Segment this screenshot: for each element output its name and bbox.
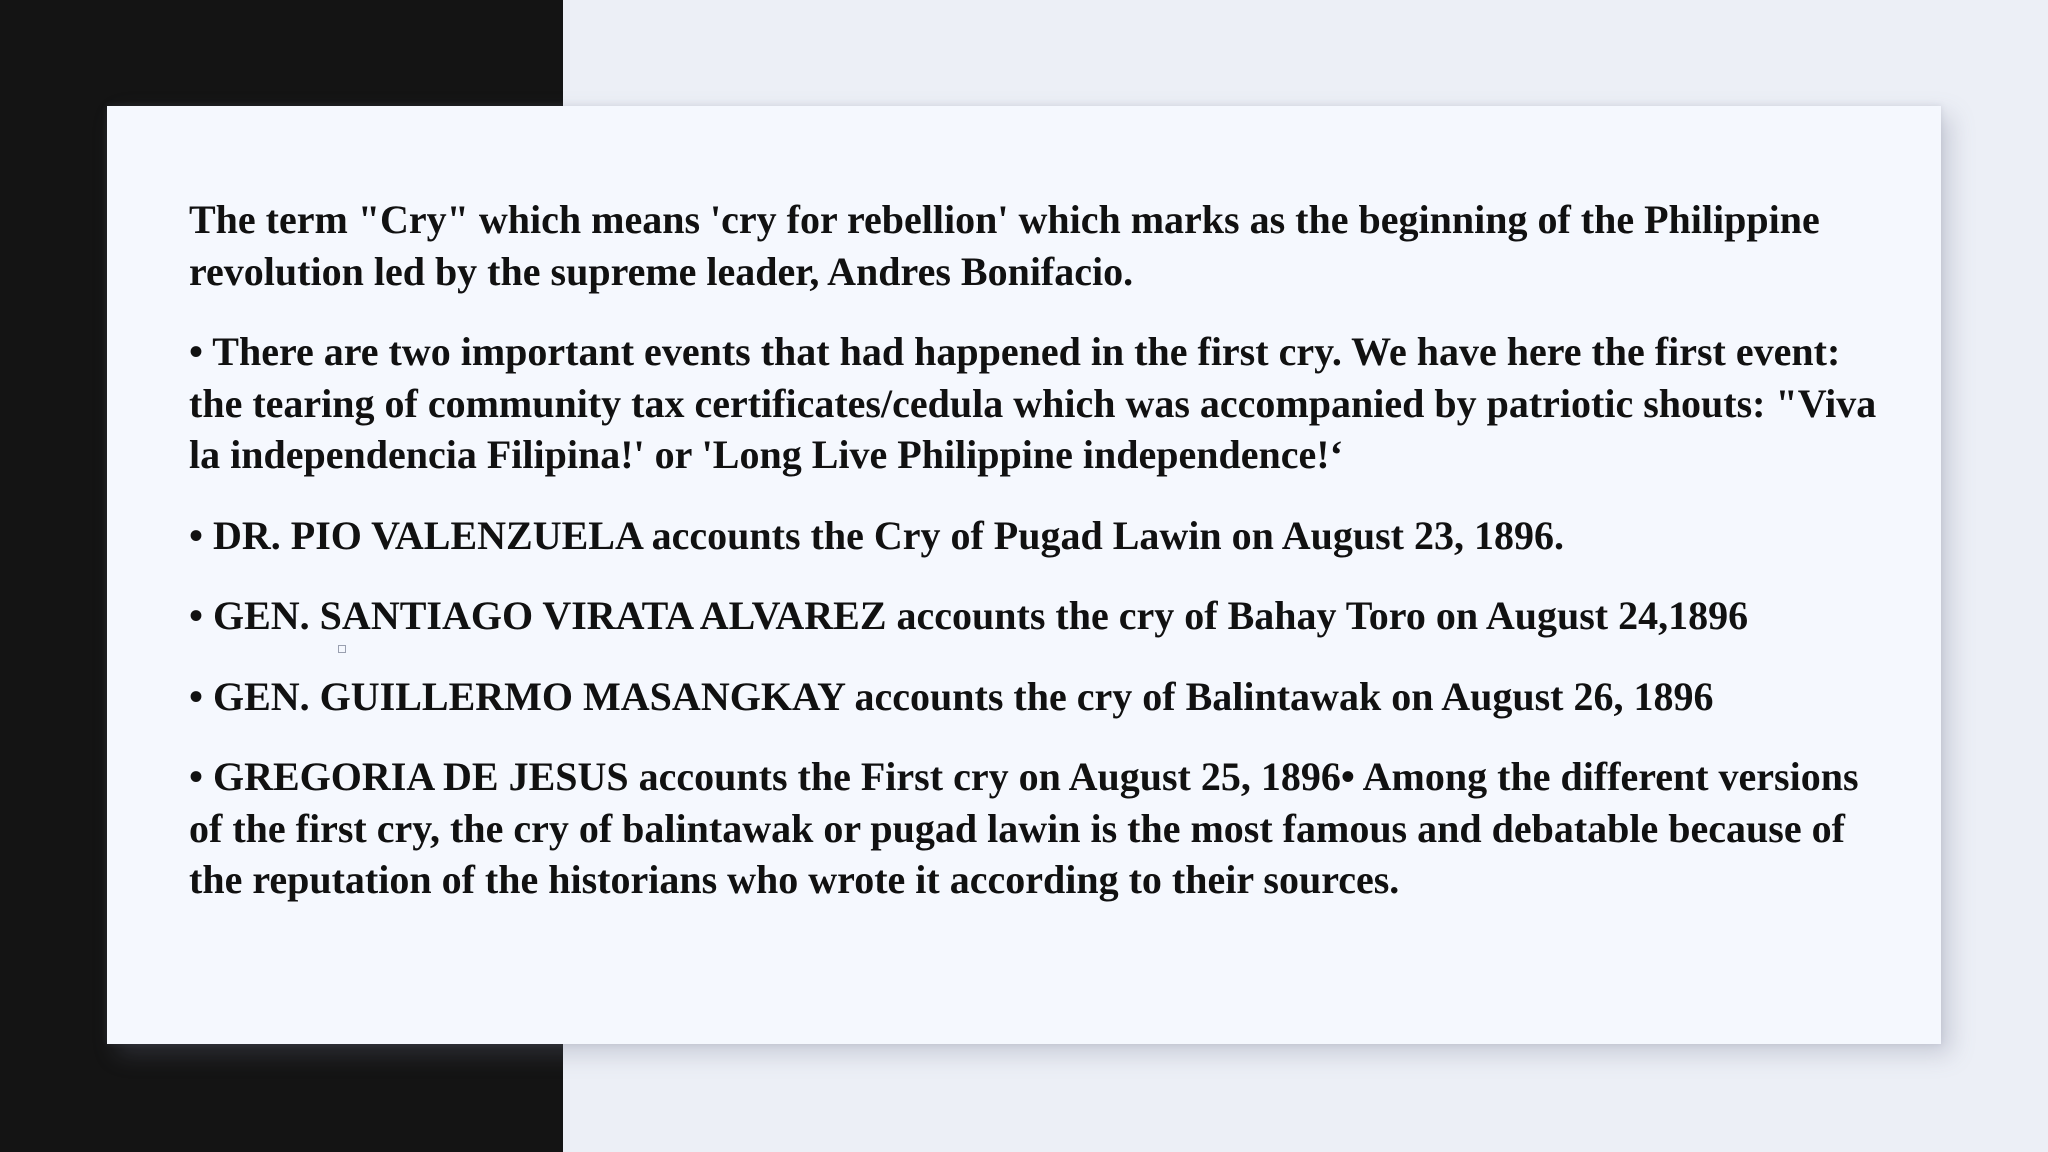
paragraph-valenzuela: • DR. PIO VALENZUELA accounts the Cry of Pugad Lawin on August 23, 1896. — [189, 512, 1564, 558]
text-cursor-handle[interactable] — [338, 645, 346, 653]
paragraph-masangkay: • GEN. GUILLERMO MASANGKAY accounts the cry of Balintawak on August 26, 1896 — [189, 673, 1714, 719]
slide-text-body[interactable] — [189, 194, 1889, 935]
paragraph-two-events: • There are two important events that had happened in the first cry. We have here the first event: the tearing of community tax certificates/cedula which was accompanied by patriotic shouts: "Viva la independencia Filipina!' or 'Long Live Philippine independence!‘ — [189, 329, 1877, 477]
slide-text-box[interactable] — [107, 106, 1941, 1044]
paragraph-alvarez: • GEN. SANTIAGO VIRATA ALVAREZ accounts the cry of Bahay Toro on August 24,1896 — [189, 593, 1749, 638]
paragraph-de-jesus: • GREGORIA DE JESUS accounts the First cry on August 25, 1896• Among the different versions of the first cry, the cry of balintawak or pugad lawin is the most famous and debatable because of the reputation of the historians who wrote it according to their sources. — [189, 754, 1859, 902]
paragraph-intro: The term "Cry" which means 'cry for rebellion' which marks as the beginning of the Philippine revolution led by the supreme leader, Andres Bonifacio. — [189, 197, 1820, 294]
